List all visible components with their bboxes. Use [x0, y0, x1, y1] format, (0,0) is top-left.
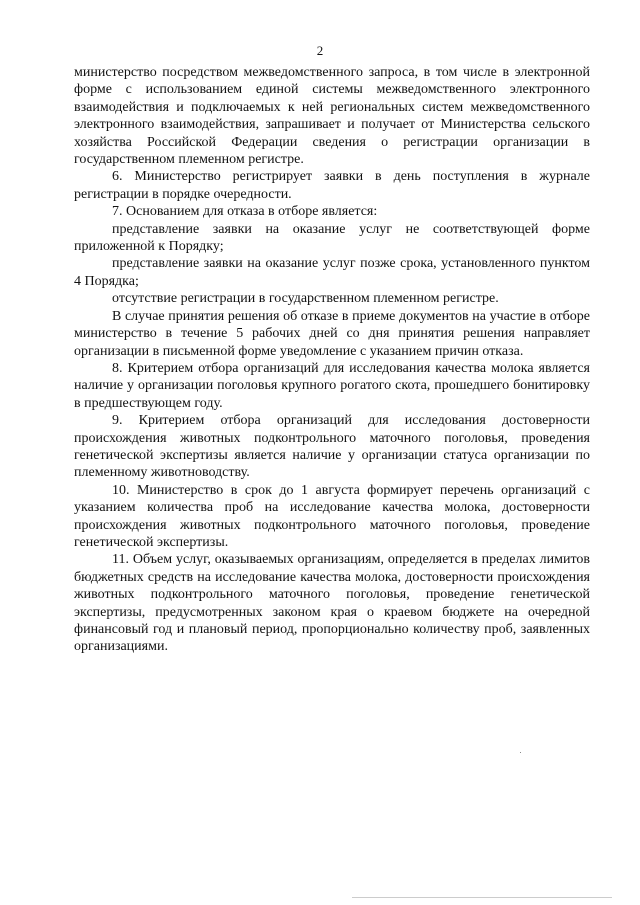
- page-number: 2: [316, 43, 324, 58]
- scan-speck: [520, 752, 521, 753]
- scan-edge-line: [352, 897, 612, 898]
- refusal-reason-2: представление заявки на оказание услуг позже срока, установленного пунктом 4 Порядка;: [74, 256, 590, 289]
- refusal-reason-1: представление заявки на оказание услуг не соответствующей форме приложенной к Порядку;: [74, 221, 590, 255]
- refusal-reason-3: отсутствие регистрации в государственном племенном регистре.: [112, 291, 499, 307]
- paragraph-item-6: 6. Министерство регистрирует заявки в день поступления в журнале регистрации в порядке очередности.: [74, 169, 590, 202]
- paragraph-item-7: 7. Основанием для отказа в отборе является:: [112, 204, 378, 220]
- paragraph-item-10: 10. Министерство в срок до 1 августа формирует перечень организаций с указанием количества проб на исследование качества молока, достоверности происхождения животных подконтрольного маточного поголовья, проведение генетической экспертизы.: [74, 482, 590, 550]
- refusal-notice-paragraph: В случае принятия решения об отказе в приеме документов на участие в отборе министерство в течение 5 рабочих дней со дня принятия решения направляет организации в письменной форме уведомление с указанием причин отказа.: [74, 308, 590, 359]
- paragraph-item-8: 8. Критерием отбора организаций для исследования качества молока является наличие у организации поголовья крупного рогатого скота, прошедшего бонитировку в предшествующем году.: [74, 360, 590, 411]
- paragraph-item-11: 11. Объем услуг, оказываемых организациям, определяется в пределах лимитов бюджетных средств на исследование качества молока, достоверности происхождения животных подконтрольного маточного поголовья, проведение генетической экспертизы, предусмотренных законом края о краевом бюджете на очередной финансовый год и плановый период, пропорционально количеству проб, заявленных организациями.: [74, 552, 590, 655]
- paragraph-continuation: министерство посредством межведомственного запроса, в том числе в электронной форме с использованием единой системы межведомственного электронного взаимодействия и подключаемых к ней региональных систем межведомственного электронного взаимодействия, запрашивает и получает от Министерства сельского хозяйства Российской Федерации сведения о регистрации организации в государственном племенном регистре.: [74, 65, 590, 168]
- document-body: [74, 64, 590, 656]
- paragraph-item-9: 9. Критерием отбора организаций для исследования достоверности происхождения животных подконтрольного маточного поголовья, проведения генетической экспертизы является наличие у организации статуса организации по племенному животноводству.: [74, 413, 590, 481]
